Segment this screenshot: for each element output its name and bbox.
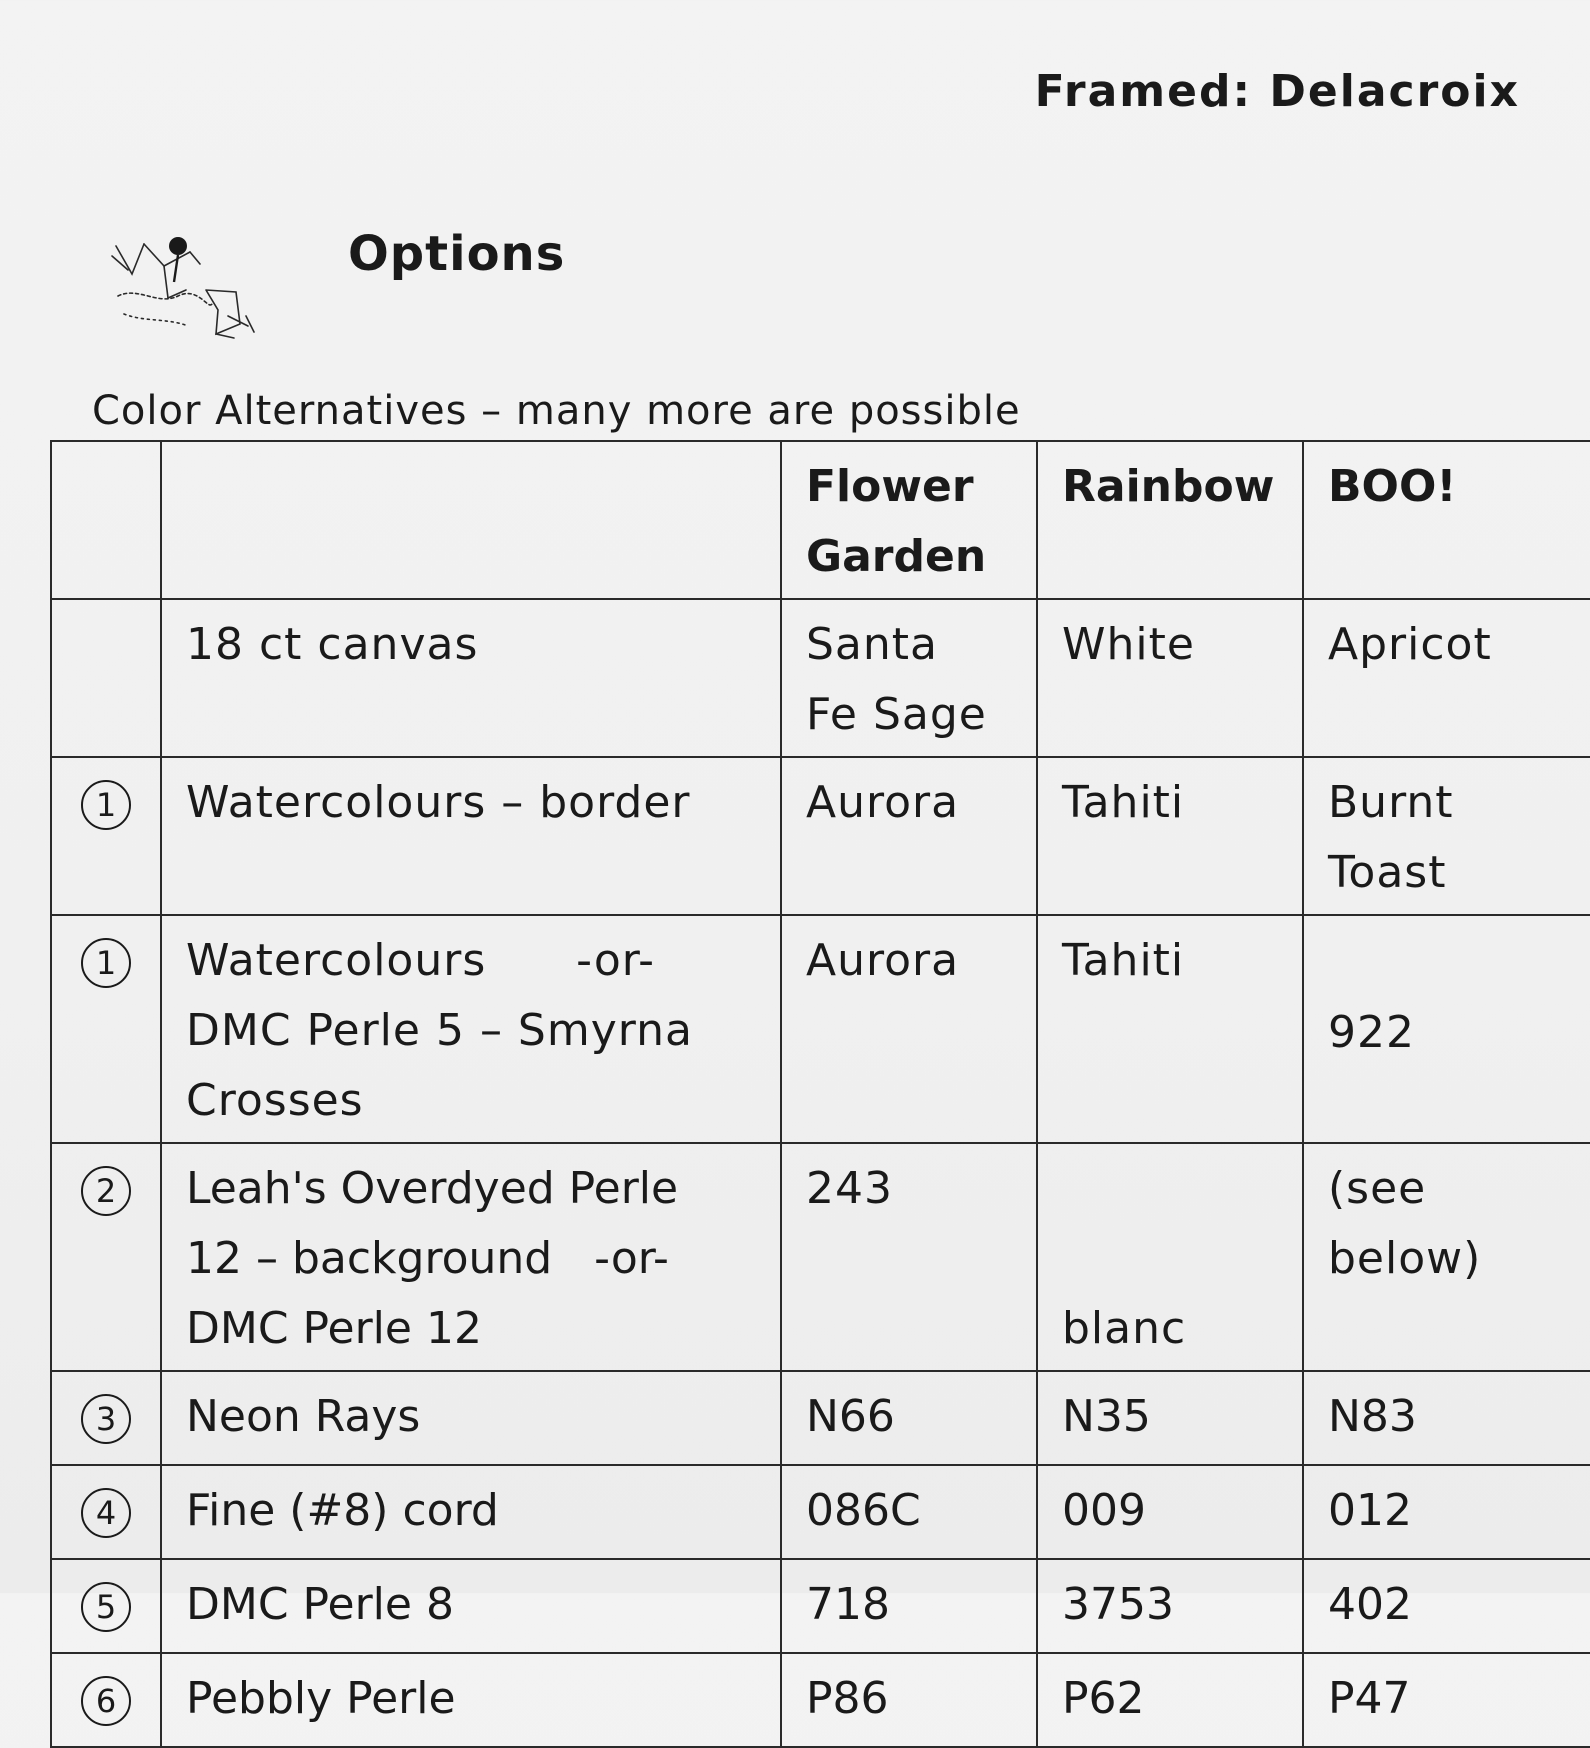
row-num [51,1653,161,1747]
row-label: Neon Rays [161,1371,781,1465]
row-label: Pebbly Perle [161,1653,781,1747]
rainbow-value: N35 [1037,1371,1303,1465]
table-row [51,1143,1590,1371]
color-alternatives-table [50,440,1590,1748]
boo-value: 402 [1303,1559,1590,1653]
circled-number: 4 [81,1488,131,1538]
row-label: DMC Perle 8 [161,1559,781,1653]
table-row [51,1371,1590,1465]
row-label: Watercolours – border [161,757,781,915]
flower-value: 086C [781,1465,1037,1559]
boo-value: Apricot [1303,599,1590,757]
flower-value: Aurora [781,757,1037,915]
header-num-cell [51,441,161,599]
row-num [51,1559,161,1653]
table-row [51,757,1590,915]
rainbow-value: 009 [1037,1465,1303,1559]
header-label-cell [161,441,781,599]
flower-value: 243 [781,1143,1037,1371]
row-num [51,757,161,915]
flower-value: P86 [781,1653,1037,1747]
boo-value: N83 [1303,1371,1590,1465]
rainbow-value: P62 [1037,1653,1303,1747]
circled-number: 6 [81,1676,131,1726]
flower-value: Santa Fe Sage [781,599,1037,757]
row-label: Fine (#8) cord [161,1465,781,1559]
boo-value: 922 [1303,915,1590,1143]
framed-title: Framed: Delacroix [1034,66,1520,117]
rainbow-value: 3753 [1037,1559,1303,1653]
header-rainbow: Rainbow [1037,441,1303,599]
table-row [51,1465,1590,1559]
table-row [51,1559,1590,1653]
circled-number: 1 [81,780,131,830]
header-flower-garden: Flower Garden [781,441,1037,599]
circled-number: 2 [81,1166,131,1216]
stitching-figure-icon [108,226,268,346]
table-header-row [51,441,1590,599]
rainbow-value: White [1037,599,1303,757]
row-num [51,915,161,1143]
boo-value: (see below) [1303,1143,1590,1371]
header-boo: BOO! [1303,441,1590,599]
row-label: Leah's Overdyed Perle 12 – background -or- DMC Perle 12 [161,1143,781,1371]
circled-number: 3 [81,1394,131,1444]
row-label: 18 ct canvas [161,599,781,757]
flower-value: 718 [781,1559,1037,1653]
rainbow-value: blanc [1037,1143,1303,1371]
flower-value: N66 [781,1371,1037,1465]
color-alternatives-subtitle: Color Alternatives – many more are possible [92,388,1021,434]
row-label: Watercolours -or- DMC Perle 5 – Smyrna Crosses [161,915,781,1143]
table-row [51,1653,1590,1747]
row-num [51,1371,161,1465]
boo-value: Burnt Toast [1303,757,1590,915]
circled-number: 1 [81,938,131,988]
rainbow-value: Tahiti [1037,915,1303,1143]
boo-value: 012 [1303,1465,1590,1559]
options-title: Options [348,226,566,282]
color-table-wrapper [50,440,1590,1748]
flower-value: Aurora [781,915,1037,1143]
rainbow-value: Tahiti [1037,757,1303,915]
table-row [51,915,1590,1143]
row-num [51,1143,161,1371]
row-num [51,1465,161,1559]
boo-value: P47 [1303,1653,1590,1747]
table-row [51,599,1590,757]
circled-number: 5 [81,1582,131,1632]
row-num [51,599,161,757]
